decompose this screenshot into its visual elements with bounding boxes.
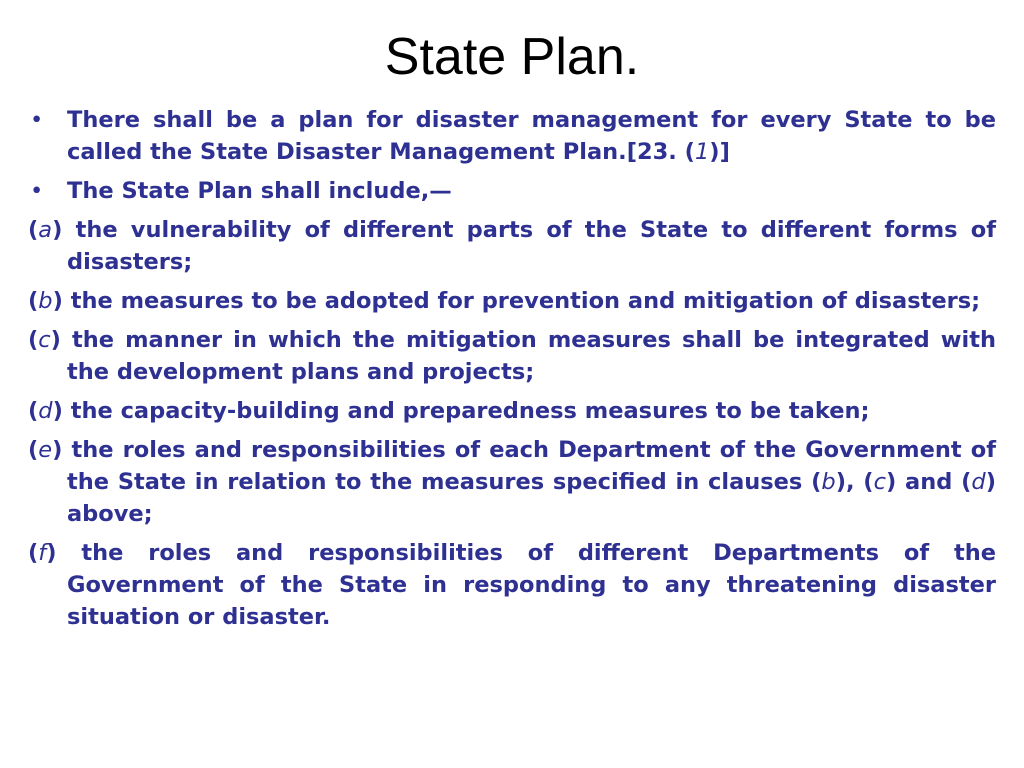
clause-a — [28, 214, 996, 278]
slide-title: State Plan. — [384, 28, 640, 86]
clause-open-paren: ( — [28, 540, 39, 566]
clause-open-paren: ( — [28, 217, 39, 243]
clause-close-paren: ) — [52, 217, 63, 243]
clause-letter: b — [38, 288, 53, 314]
clause-text: the vulnerability of different parts of the State to different forms of disasters; — [62, 217, 996, 275]
clause-ref-b: b — [821, 469, 836, 495]
clause-text: the manner in which the mitigation measures shall be integrated with the development plans and projects; — [60, 327, 996, 385]
clause-open-paren: ( — [28, 398, 39, 424]
clause-ref-c: c — [873, 469, 886, 495]
clause-open-paren: ( — [28, 437, 39, 463]
clause-text: the roles and responsibilities of each Department of the Government of the State in relation to the measures specified in clauses ( — [62, 437, 996, 495]
clause-e — [28, 434, 996, 530]
clause-ref-d: d — [971, 469, 986, 495]
clause-text-end: ) above; — [67, 469, 996, 527]
clause-open-paren: ( — [28, 327, 39, 353]
clause-letter: c — [38, 327, 51, 353]
slide-body — [28, 104, 996, 633]
clause-f — [28, 537, 996, 633]
clause-close-paren: ) — [52, 398, 63, 424]
clause-letter: f — [38, 540, 47, 566]
clause-b — [28, 285, 996, 317]
bullet-item-state-plan-requirement — [28, 104, 996, 168]
clause-d — [28, 395, 996, 427]
clause-text-sep: ), ( — [835, 469, 874, 495]
clause-text-sep: ) and ( — [885, 469, 972, 495]
clause-text: the roles and responsibilities of different Departments of the Government of the State in responding to any threatening disaster situation or disaster. — [56, 540, 996, 630]
clause-text: the capacity-building and preparedness measures to be taken; — [62, 398, 870, 424]
clause-open-paren: ( — [28, 288, 39, 314]
bullet-marker: • — [30, 107, 44, 133]
clause-letter: e — [38, 437, 53, 463]
bullet-item-plan-includes — [28, 175, 996, 207]
section-reference: 1 — [694, 139, 710, 165]
clause-close-paren: ) — [52, 288, 63, 314]
bullet-text: The State Plan shall include,— — [67, 178, 452, 204]
clause-close-paren: ) — [46, 540, 57, 566]
clause-c — [28, 324, 996, 388]
clause-text: the measures to be adopted for prevention and mitigation of disasters; — [62, 288, 981, 314]
bullet-marker: • — [30, 178, 44, 204]
bullet-text: There shall be a plan for disaster management for every State to be called the State Disaster Management Plan.[23. ( — [67, 107, 996, 165]
clause-close-paren: ) — [50, 327, 61, 353]
bullet-text-end: )] — [709, 139, 730, 165]
clause-letter: d — [38, 398, 53, 424]
clause-close-paren: ) — [52, 437, 63, 463]
clause-letter: a — [38, 217, 53, 243]
